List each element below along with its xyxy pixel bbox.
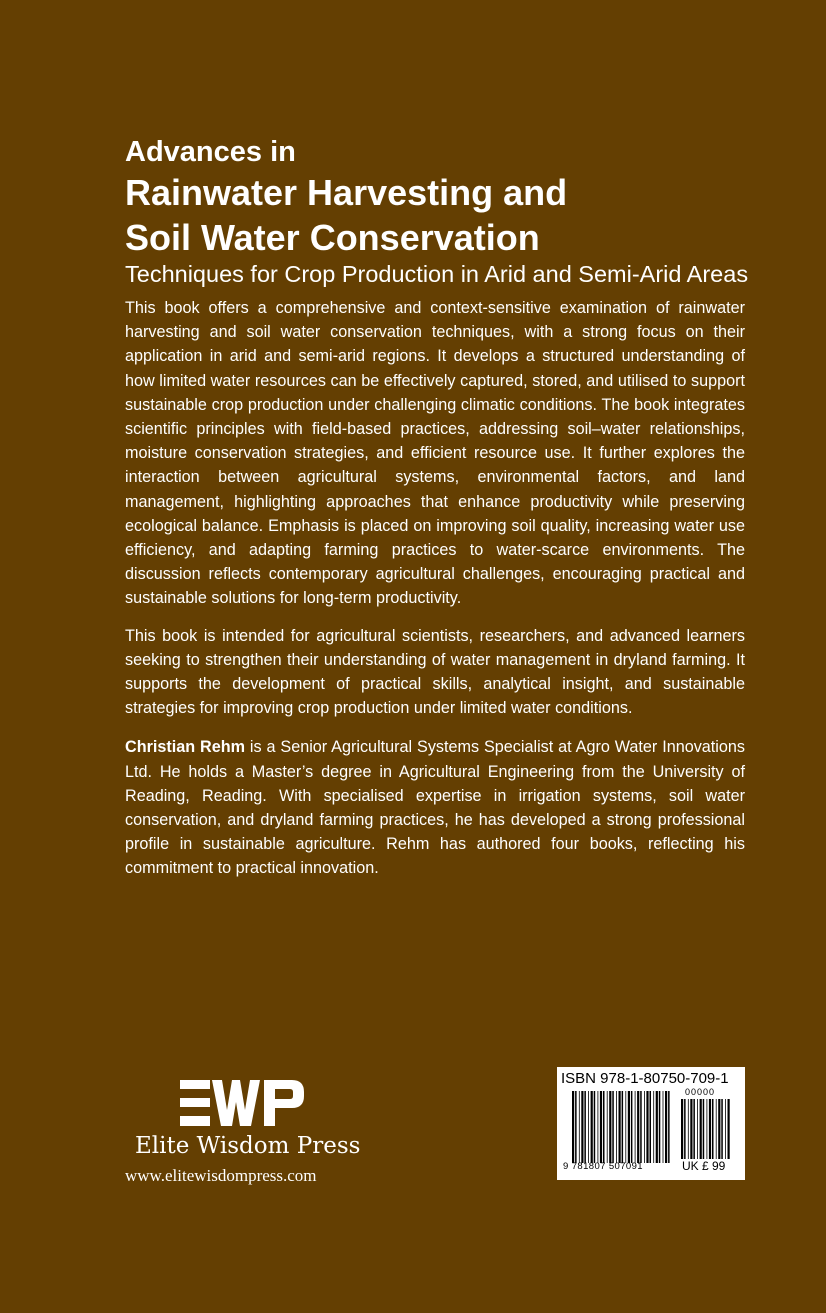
barcode-bar: [579, 1091, 580, 1163]
publisher-url: www.elitewisdompress.com: [125, 1166, 317, 1185]
barcode-bar: [663, 1091, 664, 1163]
description-paragraph-1: This book offers a comprehensive and context-sensitive examination of rainwater harvesting and soil water conservation techniques, with a strong focus on their application in arid and semi-arid regions. It develops a structured understanding of how limited water resources can be effectively captured, stored, and utilised to support sustainable crop production under challenging climatic conditions. The book integrates scientific principles with field-based practices, addressing soil–water relationships, moisture conservation strategies, and efficient resource use. It further explores the interaction between agricultural systems, environmental factors, and land management, highlighting approaches that enhance productivity while preserving ecological balance. Emphasis is placed on improving soil quality, increasing water use efficiency, and adapting farming practices to water-scarce environments. The discussion reflects contemporary agricultural challenges, encouraging practical and sustainable solutions for long-term productivity.: [125, 299, 745, 608]
publisher-name: Elite Wisdom Press: [135, 1133, 361, 1159]
barcode-bar: [646, 1091, 648, 1163]
barcode-bar: [594, 1091, 596, 1163]
barcode-bar: [653, 1091, 654, 1163]
barcode-bar: [668, 1091, 670, 1163]
barcode-bar: [659, 1091, 661, 1163]
barcode-bar: [584, 1091, 586, 1163]
barcode-bar: [619, 1091, 621, 1163]
author-bio-text: is a Senior Agricultural Systems Specialist at Agro Water Innovations Ltd. He holds a Master’s degree in Agricultural Engineering from the University of Reading, Reading. With specialised expertise in irrigation systems, soil water conservation, and dryland farming practices, he has developed a strong professional profile in sustainable agriculture. Rehm has authored four books, reflecting his commitment to practical innovation.: [125, 738, 745, 878]
book-title: [125, 170, 567, 260]
description-paragraph-2: This book is intended for agricultural scientists, researchers, and advanced learners seeking to strengthen their understanding of water management in dryland farming. It supports the development of practical skills, analytical insight, and sustainable strategies for improving crop production under limited water conditions.: [125, 626, 745, 718]
barcode-bar: [598, 1091, 599, 1163]
barcode-bar: [718, 1099, 720, 1159]
barcode-bar: [622, 1091, 624, 1163]
barcode-bar: [725, 1099, 726, 1159]
barcode-bar: [603, 1091, 605, 1163]
barcode-bar: [575, 1091, 577, 1163]
barcode-bar: [688, 1099, 689, 1159]
barcode-bar: [625, 1091, 626, 1163]
barcode-bar: [588, 1091, 589, 1163]
barcode-bar: [712, 1099, 714, 1159]
barcode-bar: [728, 1099, 730, 1159]
author-name: Christian Rehm: [125, 738, 246, 757]
barcode-bar: [609, 1091, 611, 1163]
price-label: UK £ 99: [682, 1159, 726, 1173]
book-subtitle: Techniques for Crop Production in Arid and Semi-Arid Areas: [125, 261, 749, 287]
author-bio: [125, 735, 745, 880]
barcode-bar: [703, 1099, 705, 1159]
book-title-line-1: Rainwater Harvesting and: [125, 172, 568, 213]
barcode-bar: [684, 1099, 686, 1159]
barcode-bar: [681, 1099, 683, 1159]
barcode-bar: [572, 1091, 574, 1163]
title-prefix: Advances in: [125, 136, 296, 168]
barcode-bar: [600, 1091, 602, 1163]
blurb: [125, 296, 745, 894]
barcode-bar: [637, 1091, 639, 1163]
barcode-bar: [628, 1091, 630, 1163]
ewp-logo-icon: [180, 1080, 304, 1126]
barcode-bar: [644, 1091, 645, 1163]
barcode-bar: [635, 1091, 636, 1163]
isbn-barcode: [557, 1067, 745, 1180]
barcode-bar: [650, 1091, 652, 1163]
barcode-digits: 9 781807 507091: [563, 1161, 643, 1172]
barcode-bar: [612, 1091, 614, 1163]
barcode-bar: [656, 1091, 658, 1163]
barcode-bar: [640, 1091, 642, 1163]
barcode-bar: [607, 1091, 608, 1163]
isbn-number: ISBN 978-1-80750-709-1: [561, 1070, 729, 1087]
barcode-bar: [665, 1091, 667, 1163]
barcode-bar: [581, 1091, 583, 1163]
barcode-addon-digits: 00000: [685, 1087, 716, 1097]
barcode-bar: [631, 1091, 633, 1163]
barcode-bar: [721, 1099, 723, 1159]
barcode-bar: [690, 1099, 692, 1159]
barcode-bar: [707, 1099, 708, 1159]
barcode-bar: [616, 1091, 617, 1163]
barcode-bar: [709, 1099, 711, 1159]
barcode-bar: [716, 1099, 717, 1159]
book-title-line-2: Soil Water Conservation: [125, 217, 540, 258]
barcode-bar: [591, 1091, 593, 1163]
barcode-bar: [693, 1099, 695, 1159]
barcode-bar: [700, 1099, 702, 1159]
barcode-bar: [697, 1099, 698, 1159]
